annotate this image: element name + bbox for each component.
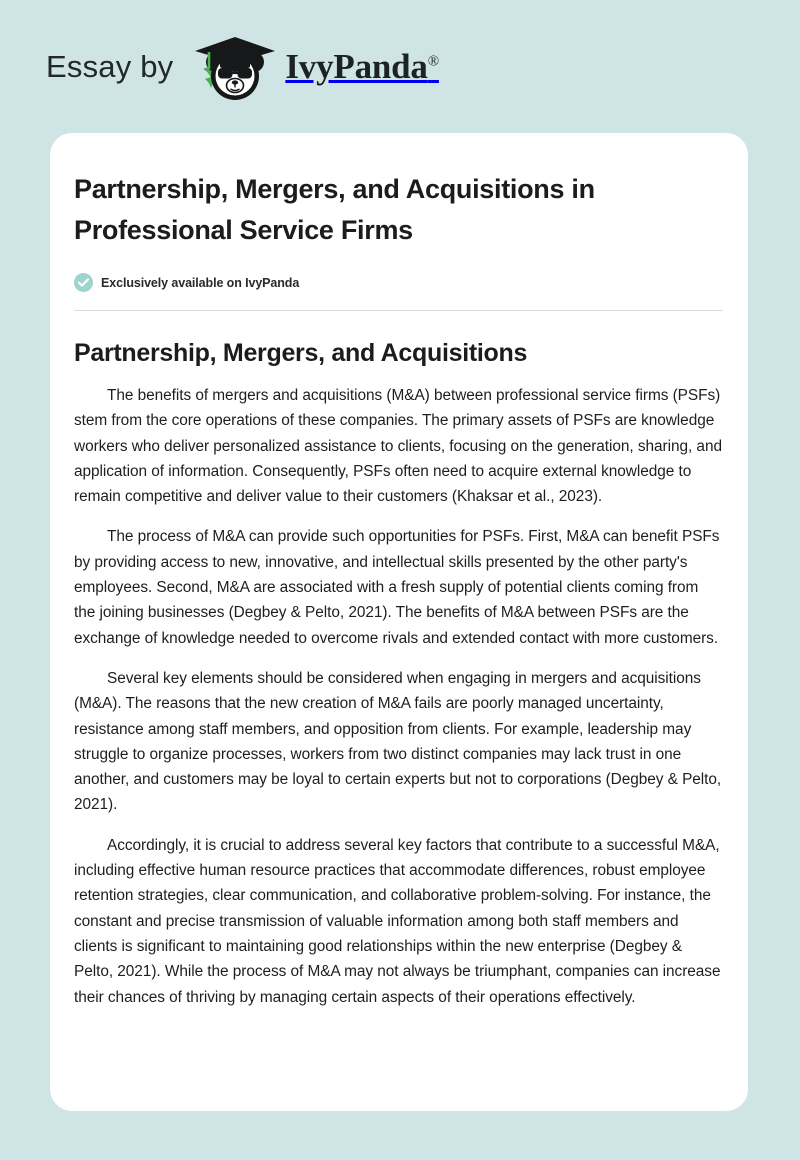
paragraph: Several key elements should be considered when engaging in mergers and acquisitions (M&A). The reasons that the new creation of M&A fails are poorly managed uncertainty, resistance among staff members, and opposition from clients. For example, leadership may struggle to organize processes, workers from two distinct companies may lack trust in one another, and customers may be loyal to certain experts but not to corporations (Degbey & Pelto, 2021). [74,669,722,814]
exclusive-availability-label: Exclusively available on IvyPanda [101,275,300,290]
title-divider [74,310,723,311]
panda-graduate-logo-icon [189,29,281,105]
section-heading: Partnership, Mergers, and Acquisitions [74,339,528,367]
page-title: Partnership, Mergers, and Acquisitions in Professional Service Firms [74,174,595,245]
site-header [0,0,800,133]
brand-name-text: IvyPanda [285,47,428,86]
essay-paper-card [50,133,748,1111]
essay-by-label: Essay by [46,49,174,84]
essay-body [74,383,723,1010]
check-circle-icon [74,273,93,292]
ivypanda-logo-link[interactable] [189,29,439,105]
paragraph: The benefits of mergers and acquisitions (M&A) between professional service firms (PSFs) stem from the core operations of these companies. The primary assets of PSFs are knowledge workers who deliver personalized assistance to clients, focusing on the generation, sharing, and application of information. Consequently, PSFs often need to acquire external knowledge to remain competitive and deliver value to their customers (Khaksar et al., 2023). [74,387,722,506]
paragraph: The process of M&A can provide such opportunities for PSFs. First, M&A can benefit PSFs by providing access to new, innovative, and intellectual skills presented by the other party's employees. Second, M&A are associated with a fresh supply of potential clients coming from the joining businesses (Degbey & Pelto, 2021). The benefits of M&A between PSFs are the exchange of knowledge needed to overcome rivals and extended contact with more customers. [74,528,720,647]
exclusive-availability-badge [74,273,723,292]
paragraph: Accordingly, it is crucial to address several key factors that contribute to a successful M&A, including effective human resource practices that accommodate differences, robust employee retention strategies, clear communication, and collaborative problem-solving. For instance, the constant and precise transmission of valuable information among both staff members and clients is significant to maintaining good relationships within the new enterprise (Degbey & Pelto, 2021). While the process of M&A may not always be triumphant, companies can increase their chances of thriving by managing certain aspects of their operations effectively. [74,836,721,1006]
registered-trademark-symbol: ® [427,53,439,70]
brand-wordmark [285,49,439,84]
